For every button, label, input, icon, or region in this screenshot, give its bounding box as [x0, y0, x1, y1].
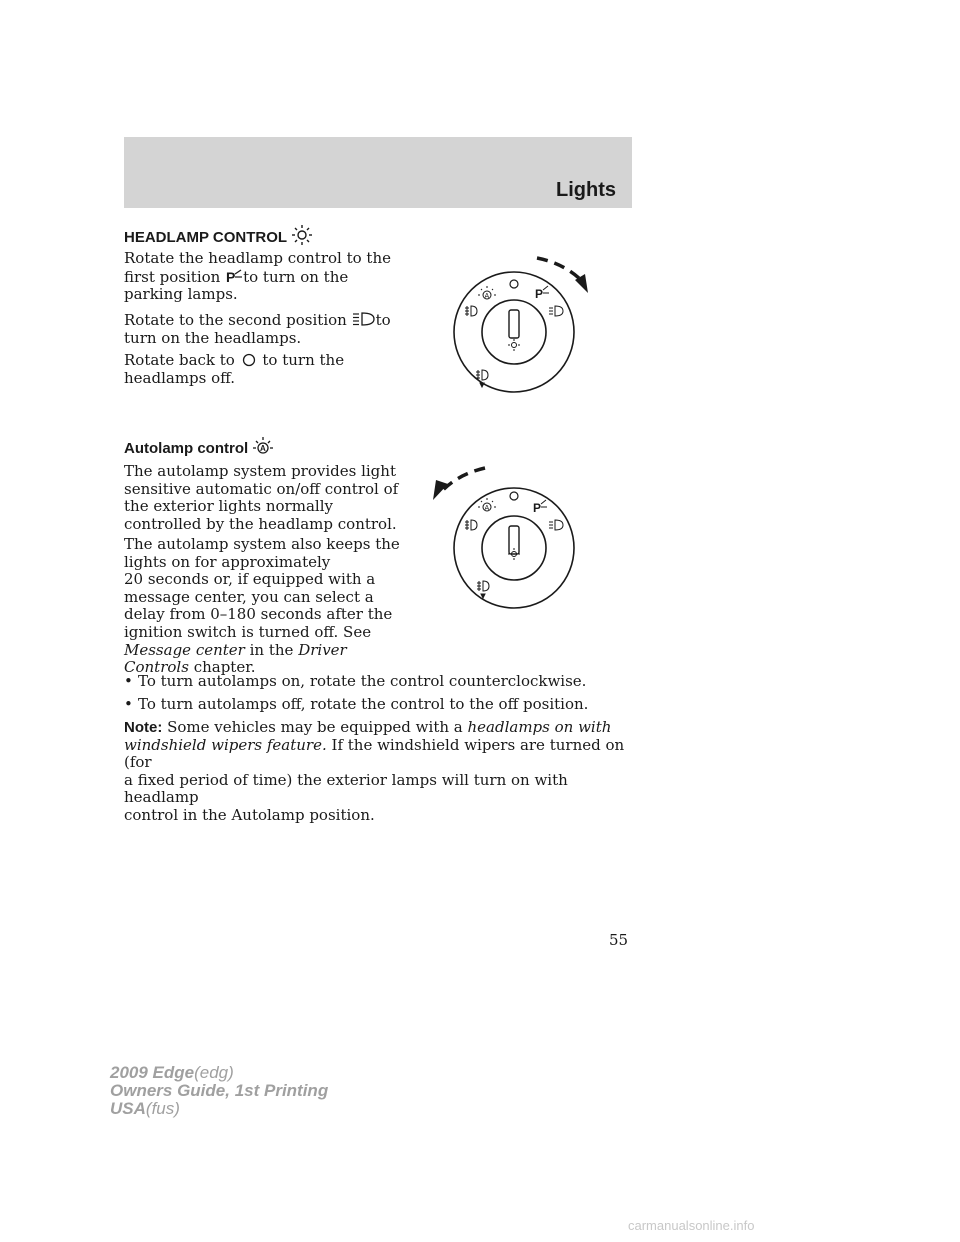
reference-text: Message center — [124, 640, 245, 659]
headlamp-paragraph-3 — [124, 352, 394, 387]
off-position-icon — [510, 492, 518, 500]
bullet-dot: • — [124, 672, 133, 690]
svg-text:P: P — [226, 268, 236, 284]
model-name: 2009 Edge — [110, 1063, 195, 1082]
reference-text: Driver — [298, 640, 347, 659]
fog-lamp-rear-icon — [477, 581, 489, 598]
off-position-icon — [510, 280, 518, 288]
counterclockwise-arrow-icon — [433, 468, 485, 500]
market-code: (fus) — [145, 1099, 180, 1118]
parking-label: P — [533, 501, 542, 515]
headlamp-sun-icon — [291, 224, 313, 246]
fog-lamp-front-icon — [465, 520, 477, 530]
text: in the — [249, 640, 294, 659]
auto-label: A — [260, 444, 267, 453]
watermark: carmanualsonline.info — [628, 1218, 755, 1233]
auto-label: A — [484, 293, 490, 300]
headlamp-beam-icon — [352, 311, 376, 327]
fog-lamp-front-icon — [465, 306, 477, 316]
bullet-item — [124, 696, 588, 714]
text: first position — [124, 267, 221, 286]
dial-outer-ring — [454, 272, 574, 392]
text: To turn autolamps on, rotate the control counterclockwise. — [138, 672, 587, 690]
text: Rotate the headlamp control to the — [124, 249, 391, 267]
text: Rotate back to — [124, 351, 235, 369]
bullet-dot: • — [124, 695, 133, 713]
headlamp-paragraph-1 — [124, 250, 394, 304]
text: parking lamps. — [124, 285, 238, 304]
parking-label: P — [535, 287, 544, 301]
text: delay from 0–180 seconds after the — [124, 605, 393, 624]
bullet-item — [124, 673, 586, 691]
headlamp-position-icon — [549, 306, 563, 316]
text: The autolamp system provides light — [124, 462, 396, 480]
page-number: 55 — [609, 931, 629, 949]
autolamp-paragraph-2 — [124, 536, 424, 677]
text: message center, you can select a — [124, 587, 374, 606]
model-code: (edg) — [194, 1063, 234, 1082]
autolamp-paragraph-1 — [124, 463, 424, 533]
autolamp-icon — [252, 436, 274, 458]
document-footer — [110, 1064, 328, 1118]
headlamp-position-icon — [549, 520, 563, 530]
text: headlamps off. — [124, 368, 236, 387]
section-header-band — [124, 137, 632, 208]
text: control in the Autolamp position. — [124, 805, 375, 824]
text: To turn autolamps off, rotate the control to the off position. — [138, 695, 589, 713]
clockwise-arrow-icon — [537, 258, 588, 293]
heading-text: HEADLAMP CONTROL — [124, 229, 287, 246]
auto-position-icon — [478, 286, 496, 300]
autolamp-control-heading — [124, 436, 274, 458]
auto-position-icon — [478, 498, 496, 512]
text: chapter. — [193, 658, 256, 677]
text: to turn on the — [243, 267, 349, 286]
text: Some vehicles may be equipped with a — [167, 718, 463, 736]
parking-position-icon — [533, 500, 547, 515]
text: the exterior lights normally — [124, 497, 333, 516]
section-title: Lights — [556, 179, 616, 201]
reference-text: Controls — [124, 658, 189, 677]
note-paragraph — [124, 719, 644, 825]
knob-sun-icon — [508, 339, 520, 351]
note-label: Note: — [124, 719, 163, 736]
text: a fixed period of time) the exterior lamps will turn on with headlamp — [124, 770, 568, 807]
parking-lamp-icon — [225, 268, 243, 284]
market: USA — [110, 1099, 146, 1118]
headlamp-control-dial-counterclockwise — [425, 460, 595, 610]
feature-name: windshield wipers feature. — [124, 735, 327, 754]
text: to turn the — [262, 351, 345, 369]
headlamp-control-heading — [124, 224, 313, 246]
text: Rotate to the second position — [124, 311, 347, 329]
headlamp-control-dial-clockwise — [445, 248, 595, 393]
off-circle-icon — [240, 353, 258, 367]
dial-knob-grip — [509, 310, 519, 338]
text: turn on the headlamps. — [124, 328, 302, 347]
feature-name: headlamps on with — [467, 718, 612, 736]
text: If the windshield wipers are turned on (for — [124, 735, 625, 772]
guide-edition: Owners Guide, 1st Printing — [110, 1081, 329, 1100]
text: 20 seconds or, if equipped with a — [124, 570, 376, 589]
text: to — [375, 311, 391, 329]
text: controlled by the headlamp control. — [124, 514, 397, 533]
text: sensitive automatic on/off control of — [124, 479, 399, 498]
heading-text: Autolamp control — [124, 440, 249, 457]
text: ignition switch is turned off. See — [124, 622, 372, 641]
parking-position-icon — [535, 286, 549, 301]
text: The autolamp system also keeps the — [124, 535, 400, 553]
auto-label: A — [484, 505, 490, 512]
headlamp-paragraph-2 — [124, 311, 394, 347]
text: lights on for approximately — [124, 552, 331, 571]
